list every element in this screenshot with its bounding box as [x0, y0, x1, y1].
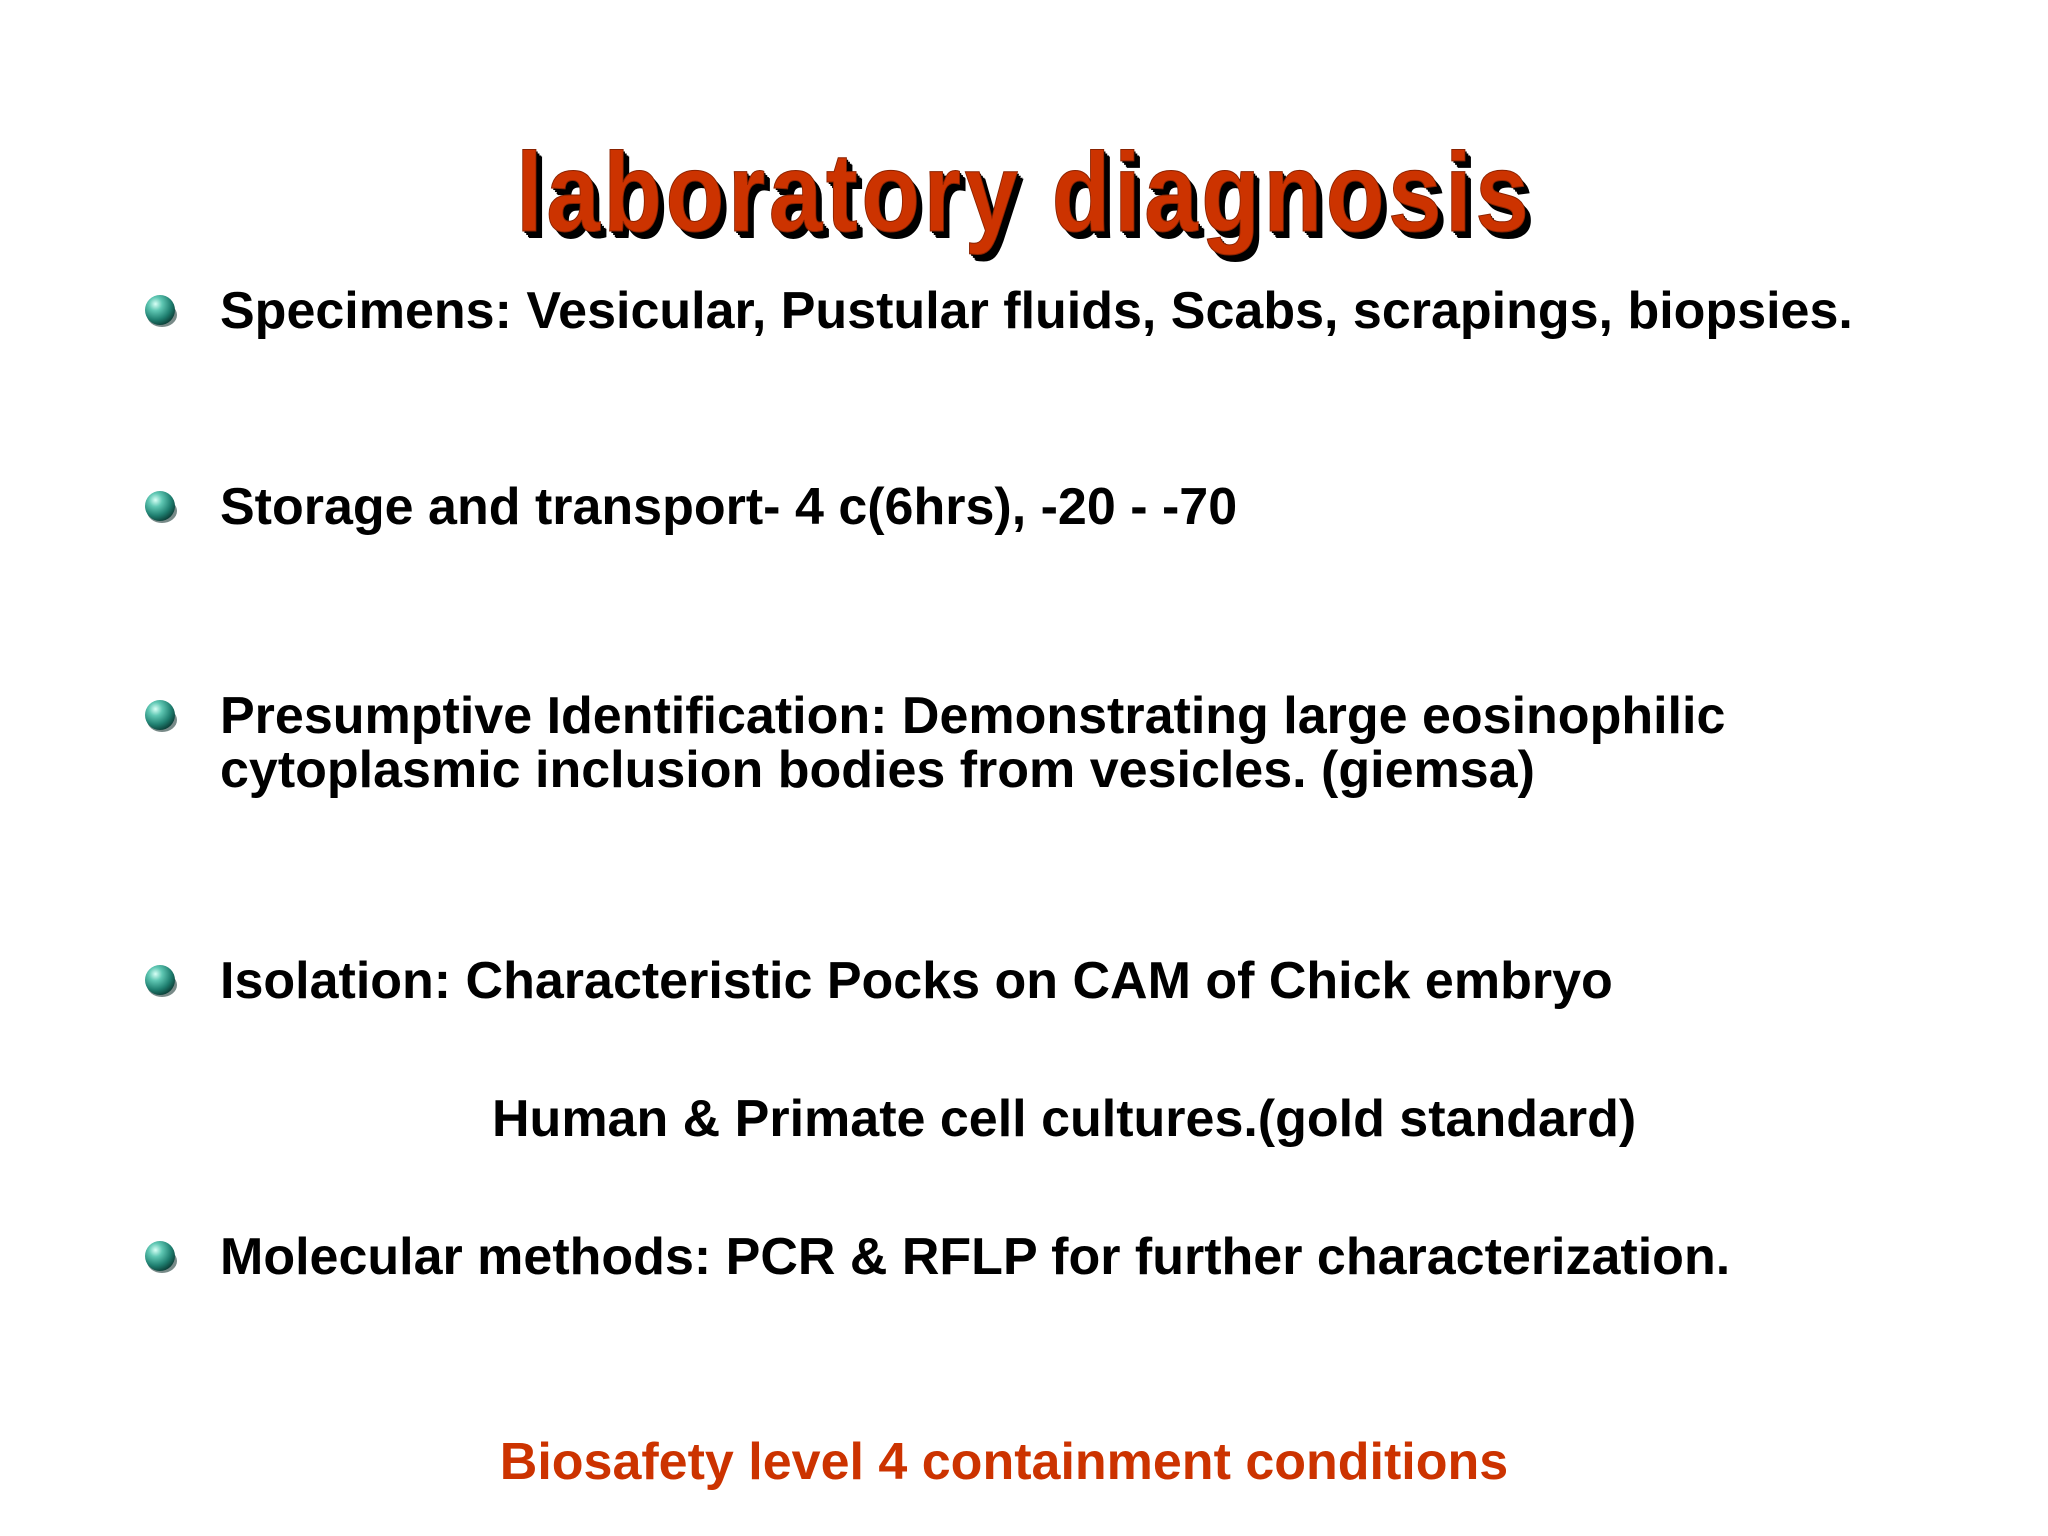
- isolation-subline: Human & Primate cell cultures.(gold standard): [492, 1090, 1637, 1148]
- sphere-bullet-icon: [142, 292, 180, 330]
- list-item-storage: Storage and transport- 4 c(6hrs), -20 - -70: [220, 478, 1238, 536]
- list-item-specimens: Specimens: Vesicular, Pustular fluids, Scabs, scrapings, biopsies.: [220, 282, 1853, 340]
- list-item-molecular-methods: Molecular methods: PCR & RFLP for further characterization.: [220, 1228, 1731, 1286]
- slide-title: laboratory diagnosis: [516, 130, 1533, 255]
- list-item-presumptive-identification: Presumptive Identification: Demonstrating large eosinophilic cytoplasmic inclusion bodies from vesicles. (giemsa): [220, 687, 1726, 799]
- list-item-isolation: Isolation: Characteristic Pocks on CAM of Chick embryo: [220, 952, 1613, 1010]
- sphere-bullet-icon: [142, 962, 180, 1000]
- sphere-bullet-icon: [142, 1238, 180, 1276]
- sphere-bullet-icon: [142, 488, 180, 526]
- footer-note: Biosafety level 4 containment conditions: [499, 1433, 1509, 1491]
- sphere-bullet-icon: [142, 697, 180, 735]
